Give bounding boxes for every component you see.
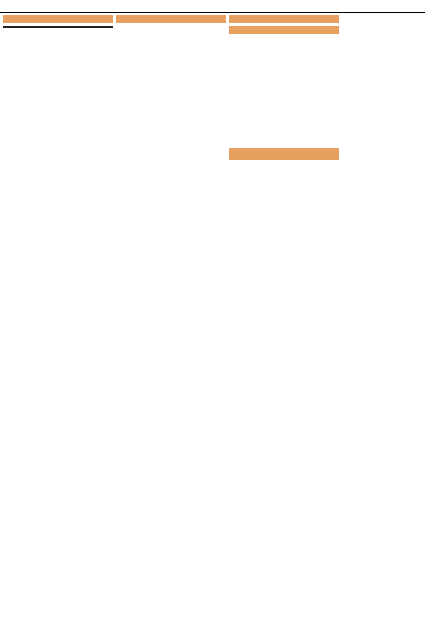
books-header [229, 26, 339, 34]
bicycles-column [116, 15, 226, 26]
boating-column [229, 15, 339, 37]
automotive-header [3, 15, 113, 23]
automotive-column [3, 15, 113, 28]
masthead [0, 0, 425, 13]
bicycles-header [116, 15, 226, 23]
classifieds-banner [229, 148, 339, 160]
boating-header [229, 15, 339, 23]
fax-banner [3, 26, 113, 28]
issue-info [412, 1, 421, 10]
